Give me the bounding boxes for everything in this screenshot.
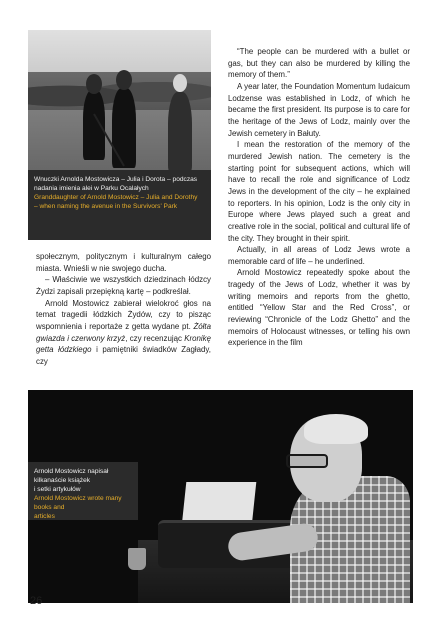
glasses-icon: [286, 454, 328, 468]
left-p3-title2: Kronikę getta łódzkiego: [36, 333, 211, 355]
left-p3-a: Arnold Mostowicz zabierał wielokroć głos na temat tragedii łódzkich Żydów, czy to pisząc wspomnienia i reportaże z getta wydane pt.: [36, 298, 211, 331]
caption-top: [28, 170, 211, 240]
caption-bottom-en-line1: Arnold Mostowicz wrote many books and: [34, 495, 122, 511]
page-number: 26: [30, 595, 43, 607]
caption-top-pl-line2: nadania imienia alei w Parku Ocalałych: [34, 185, 149, 192]
caption-bottom-pl-line1: Arnold Mostowicz napisał kilkanaście książek: [34, 468, 109, 484]
person-middle-head: [116, 70, 132, 90]
right-paragraph-2: A year later, the Foundation Momentum Iudaicum Lodzense was established in Lodz, of which he became the first president. Its purpose is to care for the heritage of the Jews of Lodz, mainly over the Jewish cemetery in Bałuty.: [228, 81, 410, 138]
right-paragraph-5: Arnold Mostowicz repeatedly spoke about the tragedy of the Jews of Lodz, whether it was by writing memoirs and reports from the ghetto, entitled “Yellow Star and the Red Cross”, or reviewing “Chronicle of the Lodz Ghetto” and the memoirs of Holocaust witnesses, or telling his own experience in the film: [228, 268, 410, 348]
caption-top-en-line2: – when naming the avenue in the Survivors' Park: [34, 203, 178, 210]
right-paragraph-1: “The people can be murdered with a bullet or gas, but they can also be murdered by killing the memory of them.”: [228, 47, 410, 80]
left-paragraph-2: – Właściwie we wszystkich dziedzinach łódzcy Żydzi zapisali przepiękną kartę – podkreślał.: [36, 275, 211, 296]
photo-cup: [128, 548, 146, 570]
caption-bottom-en-line2: articles: [34, 513, 55, 520]
left-p3-title1: Żółta gwiazda i czerwony krzyż: [36, 321, 211, 343]
left-paragraph-1: społecznym, politycznym i kulturalnym całego miasta. Wnieśli w nie swojego ducha.: [36, 252, 211, 273]
photo-man-hair: [304, 414, 368, 444]
person-middle: [112, 88, 136, 168]
right-paragraph-4: Actually, in all areas of Lodz Jews wrote a memorable card of life – he underlined.: [228, 245, 410, 266]
left-text-column: [36, 251, 211, 368]
caption-bottom: [28, 462, 138, 520]
left-p3-c: i pamiętniki świadków Zagłady, czy: [36, 345, 211, 366]
person-left-head: [86, 74, 102, 94]
left-p3-b: , czy recenzując: [125, 333, 185, 343]
caption-top-pl-line1: Wnuczki Arnolda Mostowicza – Julia i Dorota – podczas: [34, 176, 198, 183]
caption-bottom-pl-line2: i setki artykułów: [34, 486, 81, 493]
person-right-head: [173, 74, 187, 92]
person-right: [168, 92, 192, 172]
caption-top-en-line1: Granddaughter of Arnold Mostowicz – Julia and Dorothy: [34, 194, 198, 201]
left-paragraph-3: [36, 298, 211, 368]
right-text-column: [228, 46, 410, 349]
right-paragraph-3: I mean the restoration of the memory of the murdered Jewish nation. The cemetery is the starting point for subsequent actions, which will have to recall the role and significance of Lodz Jews in the development of the city – he explained to reporters. In his opinion, Lodz is the only city in Europe where Jews played such a great and creative role in the social, political and cultural life of the city. They brought in their spirit.: [228, 140, 410, 243]
